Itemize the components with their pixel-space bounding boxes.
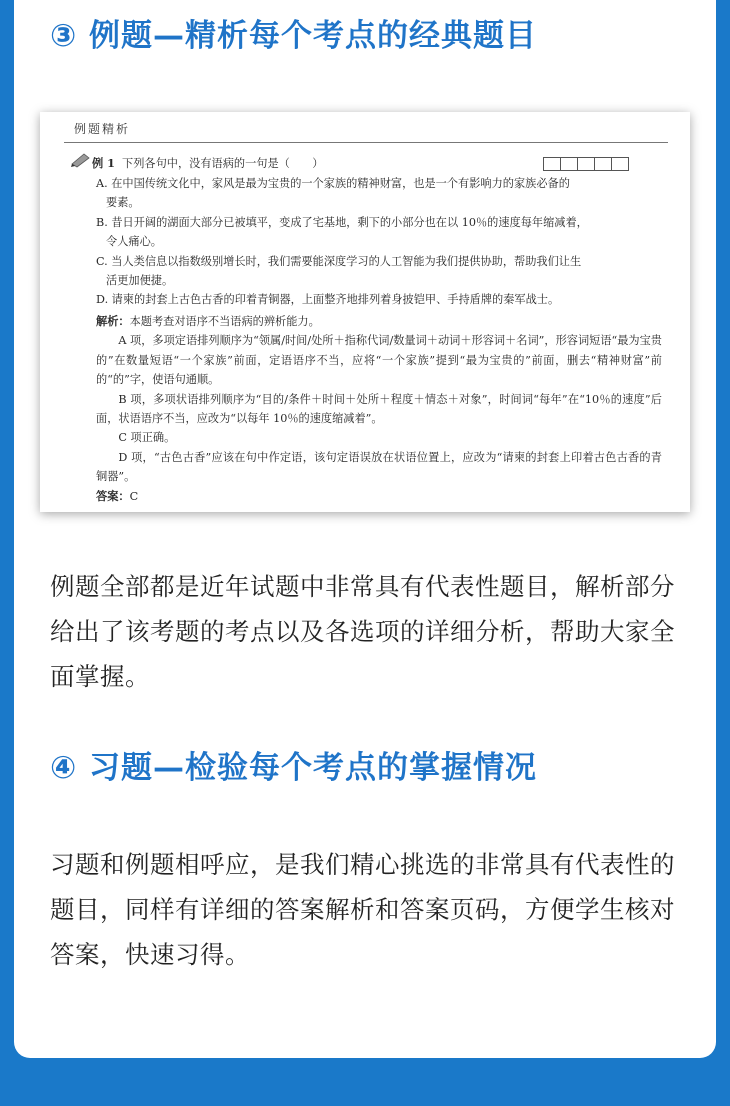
header-rule [64, 142, 668, 143]
answer-box [594, 157, 612, 171]
option-a-cont: 要素。 [106, 196, 140, 210]
question-stem: 下列各句中，没有语病的一句是（ ） [122, 157, 324, 170]
analysis-intro-line [96, 312, 662, 331]
options-list [96, 174, 656, 310]
content-card [14, 0, 716, 1058]
section-4-title: ④ 习题—检验每个考点的掌握情况 [50, 750, 538, 786]
answer-boxes [544, 157, 629, 171]
option-b-cont: 令人痛心。 [106, 235, 162, 249]
pen-icon [70, 152, 92, 168]
option-c: C. 当人类信息以指数级别增长时，我们需要能深度学习的人工智能为我们提供协助，帮助我们让生 [96, 254, 582, 268]
section-3-title: ③ 例题—精析每个考点的经典题目 [50, 18, 538, 54]
question-number: 例 1 [92, 156, 115, 170]
analysis-d: D 项，“古色古香”应该在句中作定语，该句定语误放在状语位置上，应改为“请柬的封套上印着古色古香的青铜器”。 [96, 450, 662, 484]
answer-box [543, 157, 561, 171]
option-c-cont: 活更加便捷。 [106, 274, 174, 288]
analysis-c: C 项正确。 [118, 431, 176, 445]
answer-value: C [129, 489, 139, 503]
exercise-description: 习题和例题相呼应，是我们精心挑选的非常具有代表性的题目，同样有详细的答案解析和答案页码，方便学生核对答案，快速习得。 [50, 850, 675, 969]
analysis-a: A 项，多项定语排列顺序为“领属/时间/处所＋指称代词/数量词＋动词＋形容词＋名词”，形容词短语“最为宝贵的”在数量短语“一个家族”前面，定语语序不当，应将“一个家族”提到“最为宝贵的”前面，删去“精神财富”前的“的”字，使语句通顺。 [96, 334, 662, 387]
example-description: 例题全部都是近年试题中非常具有代表性题目，解析部分给出了该考题的考点以及各选项的详细分析，帮助大家全面掌握。 [50, 572, 675, 691]
scan-header: 例题精析 [74, 122, 131, 136]
option-a: A. 在中国传统文化中，家风是最为宝贵的一个家族的精神财富，也是一个有影响力的家族必备的 [96, 177, 570, 190]
option-d: D. 请柬的封套上古色古香的印着青铜器，上面整齐地排列着身披铠甲、手持盾牌的秦军战士。 [96, 293, 560, 307]
answer-line [96, 487, 662, 506]
analysis-intro: 本题考查对语序不当语病的辨析能力。 [129, 315, 320, 328]
analysis-b: B 项，多项状语排列顺序为“目的/条件＋时间＋处所＋程度＋情态＋对象”，时间词“每年”在“10％的速度”后面，状语语序不当，应改为“以每年 10％的速度缩减着”。 [96, 392, 662, 426]
analysis-block [96, 312, 662, 506]
answer-box [611, 157, 629, 171]
answer-box [560, 157, 578, 171]
answer-box [577, 157, 595, 171]
example-page-scan [40, 112, 690, 512]
option-b: B. 昔日开阔的湖面大部分已被填平，变成了宅基地，剩下的小部分也在以 10％的速度每年缩减着， [96, 215, 588, 229]
analysis-label: 解析： [96, 314, 130, 328]
answer-label: 答案： [96, 488, 130, 503]
